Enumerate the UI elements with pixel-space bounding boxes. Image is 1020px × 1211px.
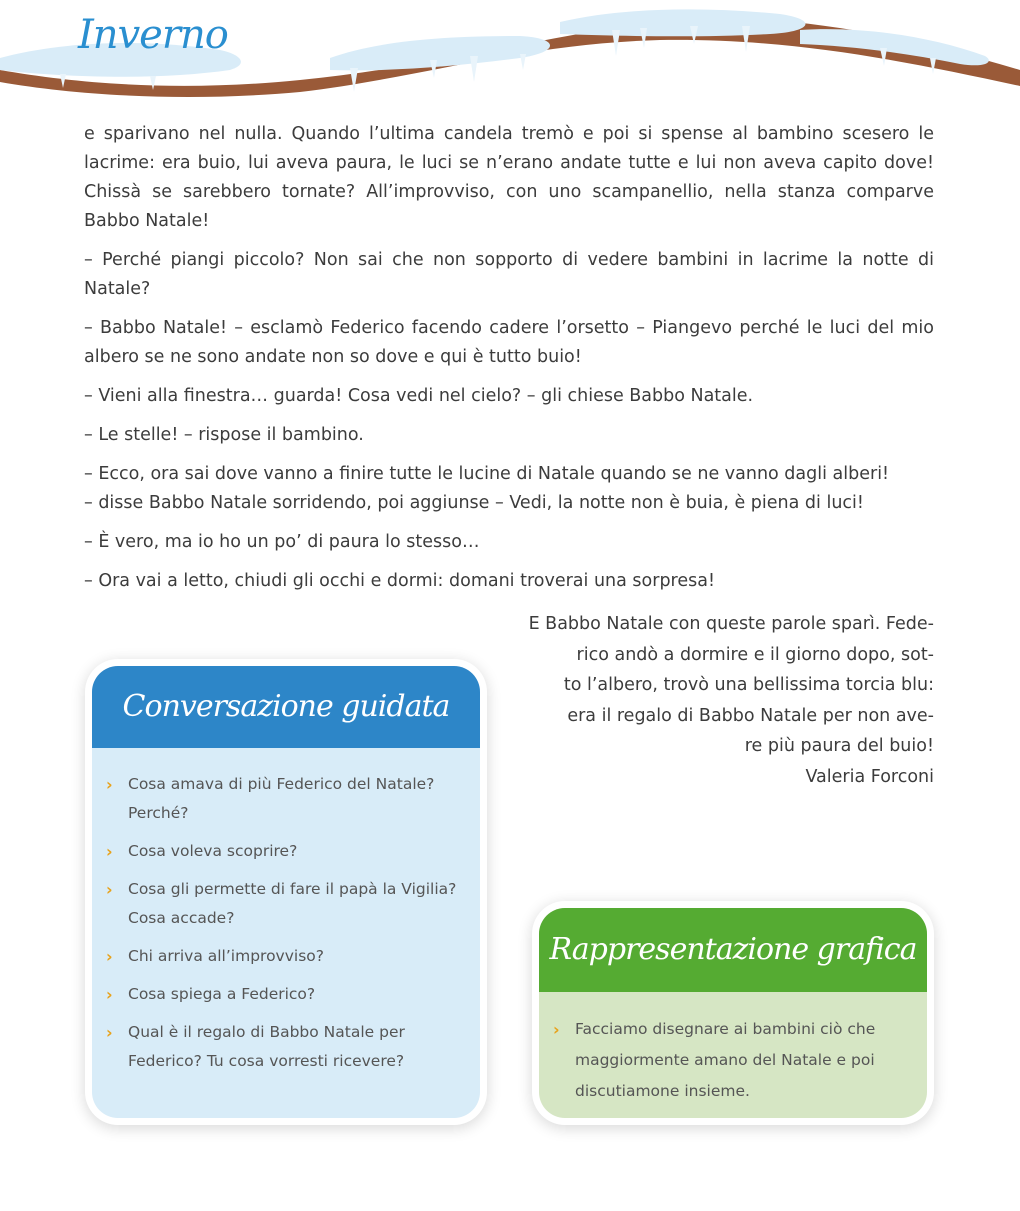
list-item	[92, 980, 464, 1009]
activity-list	[539, 992, 927, 1107]
story-text	[84, 120, 934, 606]
ending-line: rico andò a dormire e il giorno dopo, sot-	[576, 644, 934, 665]
author-name: Valeria Forconi	[805, 767, 934, 787]
list-item	[92, 875, 464, 933]
story-paragraph: – Ora vai a letto, chiudi gli occhi e dormi: domani troverai una sorpresa!	[84, 571, 715, 591]
question-text: Cosa voleva scoprire?	[128, 842, 298, 860]
question-text: Cosa amava di più Federico del Natale? Perché?	[128, 775, 435, 822]
list-item	[92, 1018, 464, 1076]
chevron-right-icon: ›	[106, 842, 113, 861]
question-text: Qual è il regalo di Babbo Natale per Federico? Tu cosa vorresti ricevere?	[128, 1023, 405, 1070]
list-item	[92, 770, 464, 828]
conversazione-title: Conversazione guidata	[92, 666, 480, 748]
story-paragraph: – Babbo Natale! – esclamò Federico facendo cadere l’orsetto – Piangevo perché le luci del mio albero se ne sono andate non so dove e qui è tutto buio!	[84, 318, 934, 367]
chevron-right-icon: ›	[106, 880, 113, 899]
story-paragraph: – Ecco, ora sai dove vanno a finire tutte le lucine di Natale quando se ne vanno dagli alberi!	[84, 464, 890, 484]
story-paragraph: – Le stelle! – rispose il bambino.	[84, 425, 364, 445]
story-paragraph: – disse Babbo Natale sorridendo, poi aggiunse – Vedi, la notte non è buia, è piena di luci!	[84, 493, 864, 513]
list-item	[92, 837, 464, 866]
ending-line: era il regalo di Babbo Natale per non ave-	[567, 705, 934, 726]
chevron-right-icon: ›	[106, 1023, 113, 1042]
conversazione-guidata-box	[92, 666, 480, 1118]
header-banner	[0, 0, 1020, 110]
question-text: Cosa gli permette di fare il papà la Vigilia? Cosa accade?	[128, 880, 457, 927]
activity-text: Facciamo disegnare ai bambini ciò che maggiormente amano del Natale e poi discutiamone insieme.	[575, 1020, 876, 1100]
question-text: Chi arriva all’improvviso?	[128, 947, 324, 965]
question-list	[92, 748, 480, 1076]
story-paragraph: – Vieni alla finestra… guarda! Cosa vedi nel cielo? – gli chiese Babbo Natale.	[84, 386, 754, 406]
chevron-right-icon: ›	[553, 1020, 560, 1039]
ending-line: to l’albero, trovò una bellissima torcia blu:	[563, 675, 934, 695]
story-paragraph: – Perché piangi piccolo? Non sai che non sopporto di vedere bambini in lacrime la notte di Natale?	[84, 250, 934, 299]
list-item	[92, 942, 464, 971]
story-paragraph: e sparivano nel nulla. Quando l’ultima candela tremò e poi si spense al bambino scesero le lacrime: era buio, lui aveva paura, le luci se n’erano andate tutte e lui non aveva capito dove! Chissà se sarebbero tornate? All’improvviso, con uno scampanellio, nella stanza comparve Babbo Natale!	[84, 124, 934, 231]
question-text: Cosa spiega a Federico?	[128, 985, 316, 1003]
chevron-right-icon: ›	[106, 775, 113, 794]
rappresentazione-grafica-box	[539, 908, 927, 1118]
ending-line: re più paura del buio!	[744, 736, 934, 756]
list-item	[539, 1014, 911, 1107]
chevron-right-icon: ›	[106, 947, 113, 966]
ending-line: E Babbo Natale con queste parole sparì. Fede-	[528, 614, 934, 634]
rappresentazione-title: Rappresentazione grafica	[539, 908, 927, 992]
story-ending	[494, 609, 934, 762]
section-title: Inverno	[78, 12, 228, 58]
story-paragraph: – È vero, ma io ho un po’ di paura lo stesso…	[84, 532, 480, 552]
chevron-right-icon: ›	[106, 985, 113, 1004]
